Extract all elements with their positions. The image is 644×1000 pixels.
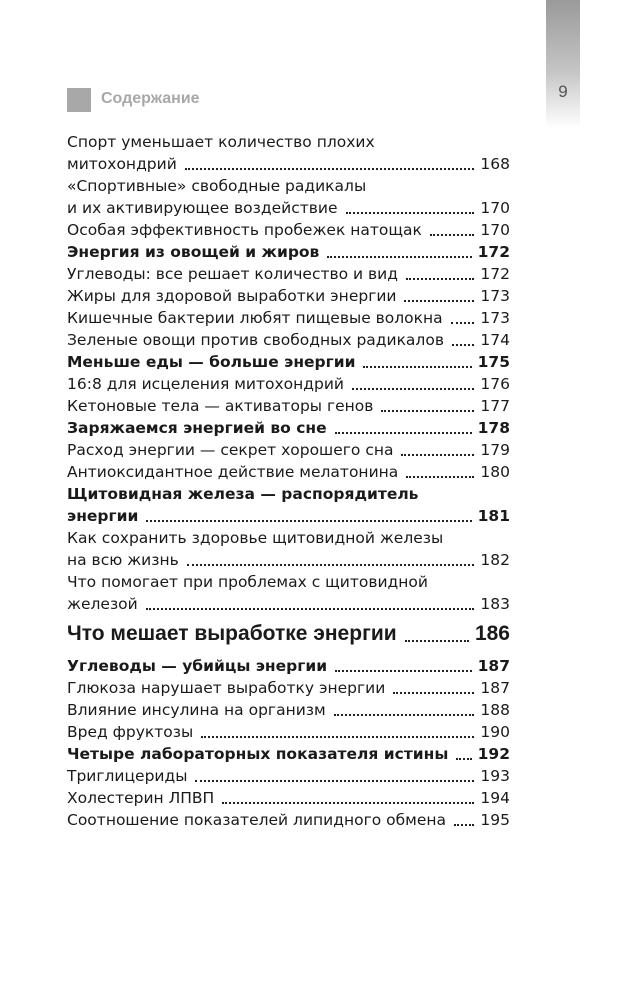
toc-leader-dots: [430, 234, 475, 236]
toc-entry: [67, 743, 510, 765]
toc-entry-title: Глюкоза нарушает выработку энергии: [67, 679, 386, 697]
toc-entry-title-line1: Спорт уменьшает количество плохих: [67, 133, 375, 151]
toc-page-number: 178: [477, 419, 510, 437]
toc-entry-title-line2: железой: [67, 595, 138, 613]
toc-entry-title-line2: митохондрий: [67, 155, 177, 173]
toc-entry-title-line2: на всю жизнь: [67, 551, 179, 569]
toc-page-number: 194: [480, 789, 510, 807]
toc-leader-dots: [381, 410, 474, 412]
toc-entry: [67, 417, 510, 439]
header-title: Содержание: [101, 90, 200, 107]
toc-entry: [67, 677, 510, 699]
toc-page-number: 183: [480, 595, 510, 613]
toc-entry-title: Четыре лабораторных показателя истины: [67, 745, 449, 763]
toc-page-number: 190: [480, 723, 510, 741]
toc-entry: [67, 329, 510, 351]
toc-entry: [67, 241, 510, 263]
toc-entry-title: Расход энергии — секрет хорошего сна: [67, 441, 394, 459]
toc-entry: [67, 219, 510, 241]
toc-leader-dots: [406, 278, 474, 280]
toc-page-number: 170: [480, 199, 510, 217]
toc-entry: [67, 483, 510, 527]
toc-entry: [67, 175, 510, 219]
toc-leader-dots: [327, 256, 471, 258]
toc-entry: [67, 809, 510, 831]
toc-page-number: 187: [477, 657, 510, 675]
header-square-marker: [67, 88, 91, 112]
toc-leader-dots: [187, 564, 475, 566]
toc-entry-title: Меньше еды — больше энергии: [67, 353, 356, 371]
toc-leader-dots: [222, 802, 474, 804]
toc-leader-dots: [335, 432, 472, 434]
toc-page-number: 192: [477, 745, 510, 763]
page-tab-marker: [546, 0, 580, 128]
toc-entry: [67, 285, 510, 307]
toc-entry-title-line1: Как сохранить здоровье щитовидной железы: [67, 529, 444, 547]
toc-entry-title-line2: энергии: [67, 507, 139, 525]
toc-entry-title: Соотношение показателей липидного обмена: [67, 811, 447, 829]
toc-page-number: 180: [480, 463, 510, 481]
toc-page-number: 173: [480, 287, 510, 305]
toc-entry-title: Холестерин ЛПВП: [67, 789, 215, 807]
toc-entry-title-line2: и их активирующее воздействие: [67, 199, 338, 217]
toc-entry-title: Углеводы — убийцы энергии: [67, 657, 328, 675]
toc-entry-title: Зеленые овощи против свободных радикалов: [67, 331, 444, 349]
toc-entry: [67, 307, 510, 329]
page-number: 9: [558, 82, 568, 101]
toc-leader-dots: [456, 758, 471, 760]
toc-page-number: 193: [480, 767, 510, 785]
toc-page-number: 170: [480, 221, 510, 239]
toc-page-number: 179: [480, 441, 510, 459]
toc-entry-title: Вред фруктозы: [67, 723, 194, 741]
toc-leader-dots: [185, 168, 475, 170]
toc-leader-dots: [146, 520, 471, 522]
toc-entry: [67, 439, 510, 461]
toc-leader-dots: [452, 344, 474, 346]
toc-page-number: 172: [477, 243, 510, 261]
toc-entry: [67, 787, 510, 809]
toc-entry: [67, 263, 510, 285]
toc-entry-title: Углеводы: все решает количество и вид: [67, 265, 398, 283]
toc-entry: [67, 395, 510, 417]
toc-entry: [67, 131, 510, 175]
toc-page-number: 173: [480, 309, 510, 327]
toc-leader-dots: [346, 212, 475, 214]
toc-leader-dots: [363, 366, 471, 368]
toc-leader-dots: [454, 824, 474, 826]
toc-entry: [67, 571, 510, 615]
toc-leader-dots: [352, 388, 474, 390]
toc-entry-title: Антиоксидантное действие мелатонина: [67, 463, 399, 481]
toc-entry: [67, 373, 510, 395]
toc-page-number: 176: [480, 375, 510, 393]
table-of-contents: [67, 131, 510, 831]
toc-leader-dots: [401, 454, 474, 456]
toc-entry: [67, 721, 510, 743]
toc-entry-title: Энергия из овощей и жиров: [67, 243, 320, 261]
toc-leader-dots: [406, 476, 474, 478]
toc-leader-dots: [451, 322, 475, 324]
toc-entry-title: Заряжаемся энергией во сне: [67, 419, 327, 437]
toc-entry-title-line1: Что помогает при проблемах с щитовидной: [67, 573, 428, 591]
toc-page-number: 175: [477, 353, 510, 371]
toc-entry-title-line1: Щитовидная железа — распорядитель: [67, 485, 419, 503]
toc-entry-title: Триглицериды: [67, 767, 188, 785]
toc-entry-title-line1: «Спортивные» свободные радикалы: [67, 177, 367, 195]
toc-entry: [67, 461, 510, 483]
toc-page-number: 187: [480, 679, 510, 697]
toc-entry: [67, 527, 510, 571]
toc-entry-title: Влияние инсулина на организм: [67, 701, 326, 719]
toc-page-number: 188: [480, 701, 510, 719]
toc-leader-dots: [393, 692, 474, 694]
toc-leader-dots: [335, 670, 472, 672]
toc-leader-dots: [195, 780, 474, 782]
toc-page-number: 174: [480, 331, 510, 349]
toc-entry-title: Жиры для здоровой выработки энергии: [67, 287, 397, 305]
toc-entry-title: 16:8 для исцеления митохондрий: [67, 375, 344, 393]
toc-page-number: 195: [480, 811, 510, 829]
toc-page-number: 181: [477, 507, 510, 525]
toc-entry: [67, 351, 510, 373]
toc-leader-dots: [201, 736, 474, 738]
toc-entry-title: Особая эффективность пробежек натощак: [67, 221, 422, 239]
toc-leader-dots: [146, 608, 475, 610]
toc-leader-dots: [405, 640, 469, 642]
toc-entry: [67, 699, 510, 721]
toc-entry-title: Кишечные бактерии любят пищевые волокна: [67, 309, 443, 327]
toc-entry-title: Что мешает выработке энергии: [67, 622, 397, 645]
toc-page-number: 186: [474, 622, 510, 645]
toc-page-number: 172: [480, 265, 510, 283]
toc-leader-dots: [334, 714, 475, 716]
toc-entry: [67, 655, 510, 677]
toc-page-number: 168: [480, 155, 510, 173]
toc-page-number: 177: [480, 397, 510, 415]
toc-entry: [67, 765, 510, 787]
toc-leader-dots: [404, 300, 474, 302]
toc-entry-title: Кетоновые тела — активаторы генов: [67, 397, 374, 415]
toc-page-number: 182: [480, 551, 510, 569]
toc-chapter-entry: [67, 621, 510, 647]
